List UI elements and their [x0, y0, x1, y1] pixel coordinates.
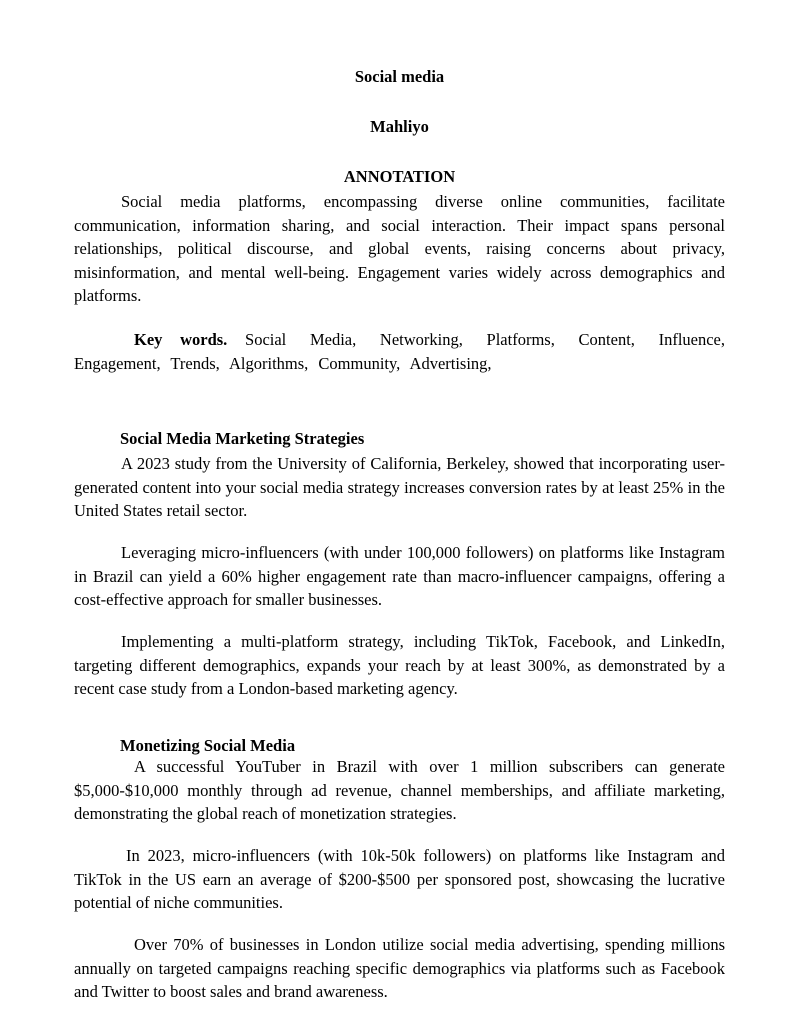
annotation-paragraph: Social media platforms, encompassing diverse online communities, facilitate communication, information sharing, and social interaction. Their impact spans personal relationships, political discourse, and global events, raising concerns about privacy, misinformation, and mental well-being. Engagement varies widely across demographics and platforms.	[74, 192, 725, 306]
monetizing-paragraph-3: Over 70% of businesses in London utilize social media advertising, spending millions annually on targeted campaigns reaching specific demographics via platforms such as Facebook and Twitter to boost sales and brand awareness.	[74, 935, 725, 1002]
marketing-paragraph-3: Implementing a multi-platform strategy, including TikTok, Facebook, and LinkedIn, targeting different demographics, expands your reach by at least 300%, as demonstrated by a recent case study from a London-based marketing agency.	[74, 632, 725, 699]
document-title: Social media	[354, 67, 445, 86]
section-heading-marketing: Social Media Marketing Strategies	[120, 429, 365, 448]
monetizing-paragraph-1: A successful YouTuber in Brazil with over 1 million subscribers can generate $5,000-$10,000 monthly through ad revenue, channel memberships, and affiliate marketing, demonstrating the global reach of monetization strategies.	[74, 757, 725, 824]
annotation-heading: ANNOTATION	[343, 167, 456, 186]
keywords-paragraph	[74, 328, 725, 375]
section-heading-monetizing: Monetizing Social Media	[120, 736, 296, 755]
author-name: Mahliyo	[370, 117, 429, 136]
marketing-paragraph-2: Leveraging micro-influencers (with under 100,000 followers) on platforms like Instagram in Brazil can yield a 60% higher engagement rate than macro-influencer campaigns, offering a cost-effective approach for smaller businesses.	[74, 543, 725, 610]
keywords-list: Social Media, Networking, Platforms, Content, Influence, Engagement, Trends, Algorithms, Community, Advertising,	[74, 330, 726, 373]
keywords-label: Key words.	[134, 330, 228, 349]
monetizing-paragraph-2: In 2023, micro-influencers (with 10k-50k followers) on platforms like Instagram and TikTok in the US earn an average of $200-$500 per sponsored post, showcasing the lucrative potential of niche communities.	[74, 846, 725, 913]
marketing-paragraph-1: A 2023 study from the University of California, Berkeley, showed that incorporating user-generated content into your social media strategy increases conversion rates by at least 25% in the United States retail sector.	[74, 454, 725, 521]
